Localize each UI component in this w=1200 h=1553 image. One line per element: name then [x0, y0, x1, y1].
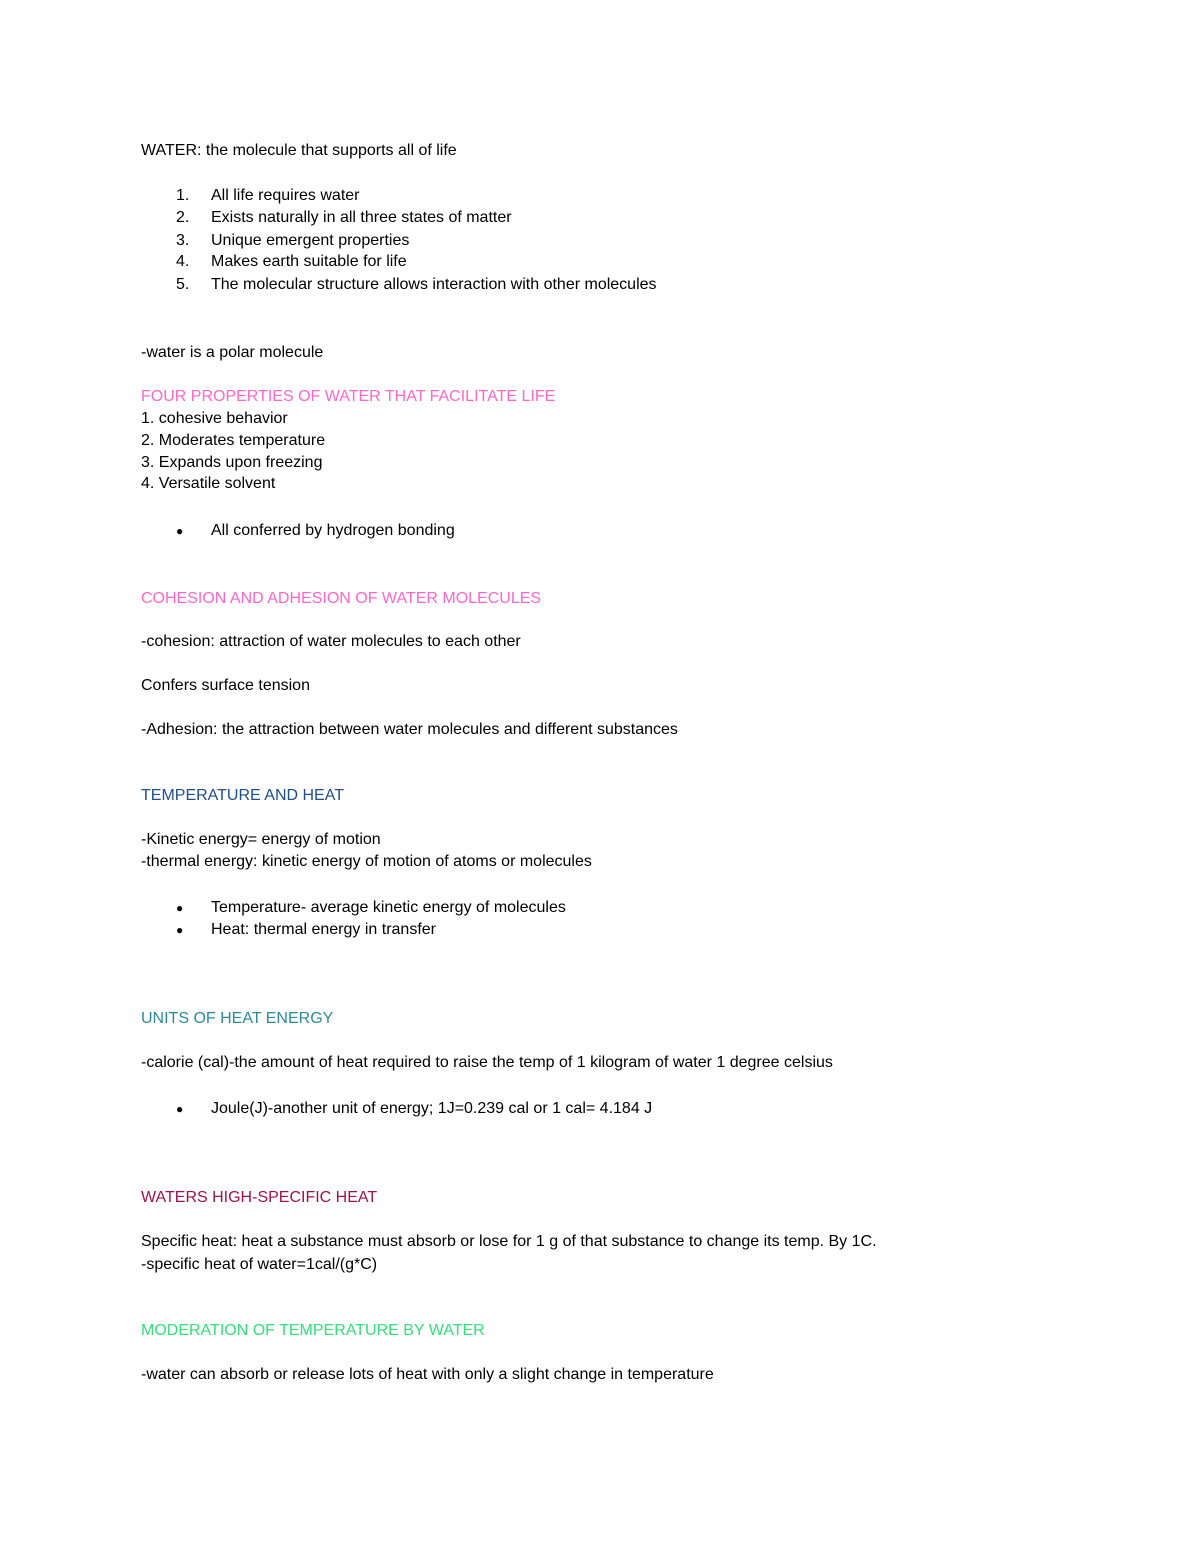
- properties-bullet-text: All conferred by hydrogen bonding: [211, 522, 455, 539]
- units-heading: UNITS OF HEAT ENERGY: [141, 1010, 334, 1027]
- page-title: WATER: the molecule that supports all of life: [141, 142, 457, 159]
- cohesion-definition: -cohesion: attraction of water molecules to each other: [141, 633, 521, 650]
- list-number: 4.: [176, 253, 190, 270]
- cohesion-heading: COHESION AND ADHESION OF WATER MOLECULES: [141, 590, 542, 607]
- temperature-heading: TEMPERATURE AND HEAT: [141, 787, 344, 804]
- properties-heading: FOUR PROPERTIES OF WATER THAT FACILITATE LIFE: [141, 388, 556, 405]
- list-number: 1.: [176, 187, 190, 204]
- joule-bullet-text: Joule(J)-another unit of energy; 1J=0.239 cal or 1 cal= 4.184 J: [211, 1100, 653, 1117]
- property-item: 3. Expands upon freezing: [141, 454, 323, 471]
- surface-tension-note: Confers surface tension: [141, 677, 310, 694]
- specific-heat-definition: Specific heat: heat a substance must absorb or lose for 1 g of that substance to change its temp. By 1C.: [141, 1233, 877, 1250]
- bullet-icon: ●: [176, 524, 184, 538]
- temperature-bullet-text: Temperature- average kinetic energy of molecules: [211, 899, 566, 916]
- property-item: 1. cohesive behavior: [141, 410, 288, 427]
- polar-note: -water is a polar molecule: [141, 344, 324, 361]
- kinetic-energy-line: -Kinetic energy= energy of motion: [141, 831, 381, 848]
- property-item: 4. Versatile solvent: [141, 475, 276, 492]
- bullet-icon: ●: [176, 923, 184, 937]
- moderation-text: -water can absorb or release lots of heat with only a slight change in temperature: [141, 1366, 714, 1383]
- calorie-definition: -calorie (cal)-the amount of heat required to raise the temp of 1 kilogram of water 1 degree celsius: [141, 1054, 833, 1071]
- list-number: 2.: [176, 209, 190, 226]
- bullet-icon: ●: [176, 901, 184, 915]
- specific-heat-heading: WATERS HIGH-SPECIFIC HEAT: [141, 1189, 378, 1206]
- moderation-heading: MODERATION OF TEMPERATURE BY WATER: [141, 1322, 485, 1339]
- heat-bullet-text: Heat: thermal energy in transfer: [211, 921, 436, 938]
- thermal-energy-line: -thermal energy: kinetic energy of motion of atoms or molecules: [141, 853, 592, 870]
- property-item: 2. Moderates temperature: [141, 432, 326, 449]
- list-number: 3.: [176, 232, 190, 249]
- list-item: Exists naturally in all three states of matter: [211, 209, 512, 226]
- bullet-icon: ●: [176, 1102, 184, 1116]
- list-number: 5.: [176, 276, 190, 293]
- list-item: The molecular structure allows interaction with other molecules: [211, 276, 657, 293]
- list-item: Makes earth suitable for life: [211, 253, 407, 270]
- adhesion-definition: -Adhesion: the attraction between water molecules and different substances: [141, 721, 678, 738]
- list-item: All life requires water: [211, 187, 360, 204]
- list-item: Unique emergent properties: [211, 232, 410, 249]
- specific-heat-water: -specific heat of water=1cal/(g*C): [141, 1256, 378, 1273]
